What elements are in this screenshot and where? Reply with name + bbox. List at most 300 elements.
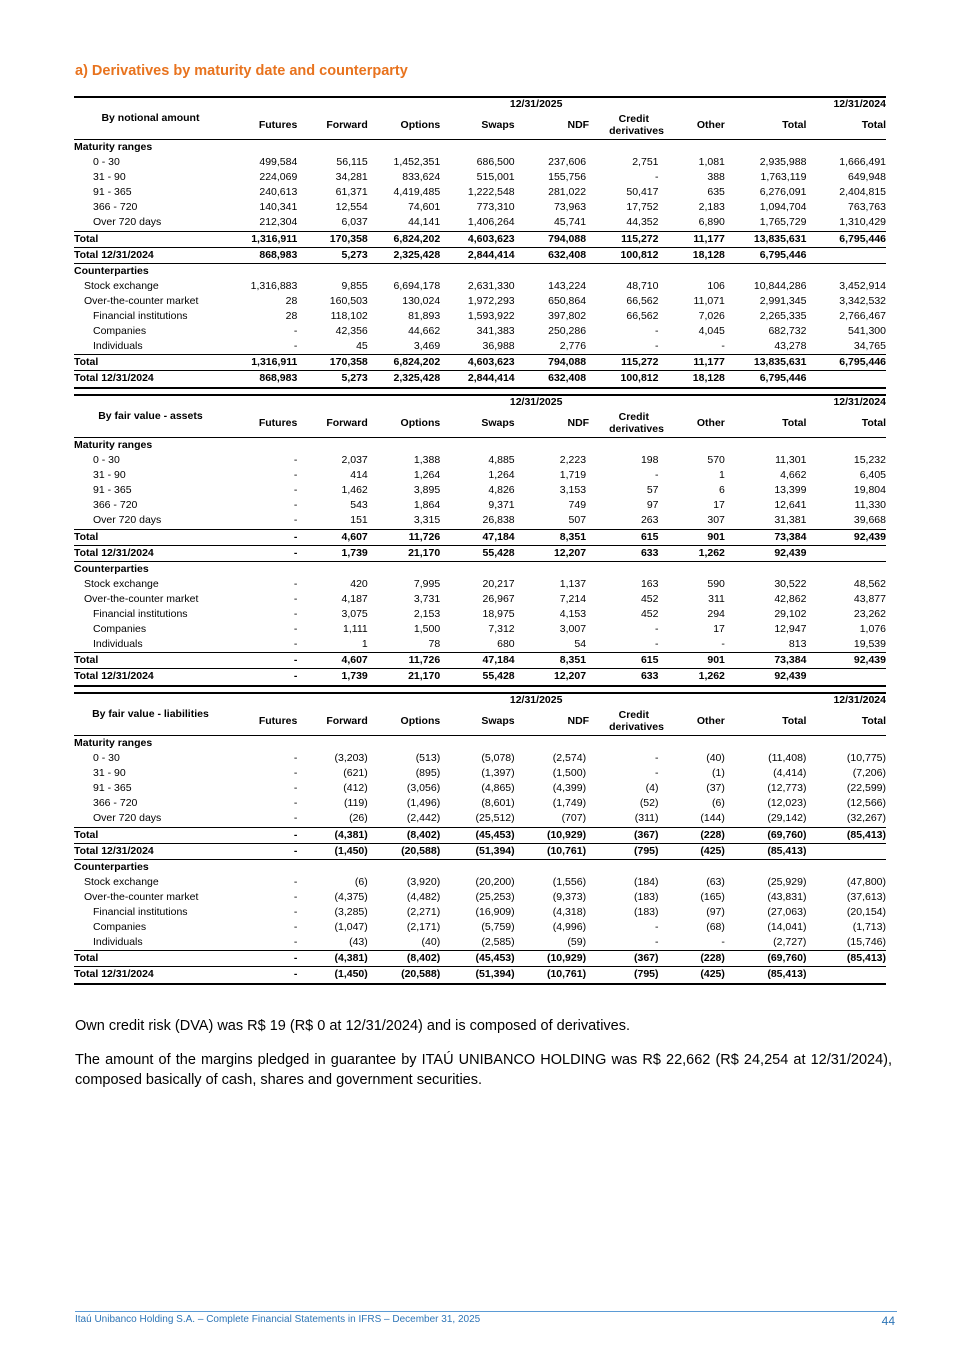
cell-value: 50,417 <box>626 186 659 199</box>
cell-value: - <box>293 797 298 810</box>
cell-value <box>589 736 658 752</box>
cell-value: (20,588) <box>368 843 440 859</box>
table-row <box>74 905 886 920</box>
cell-value: (85,413) <box>725 967 807 984</box>
cell-value: 143,224 <box>548 279 587 292</box>
cell-value: 1,111 <box>343 623 368 636</box>
row-label: 0 - 30 <box>93 156 120 169</box>
cell-value: - <box>293 921 298 934</box>
cell-value: (5,759) <box>481 921 515 934</box>
cell-value: - <box>655 921 659 934</box>
cell-value <box>725 438 807 454</box>
cell-value: (69,760) <box>725 951 807 967</box>
cell-value: (4,375) <box>334 890 368 903</box>
table-row <box>74 513 886 529</box>
column-header: Other <box>659 409 725 438</box>
cell-value: 590 <box>707 577 725 590</box>
cell-value <box>297 561 367 577</box>
cell-value: (4,482) <box>406 890 441 903</box>
row-label: Over-the-counter market <box>84 294 199 307</box>
cell-value <box>227 561 297 577</box>
table-row <box>74 498 886 513</box>
table-row <box>74 622 886 637</box>
cell-value: 11,071 <box>693 294 725 307</box>
cell-value <box>368 438 440 454</box>
cell-value: 11,726 <box>368 529 440 545</box>
cell-value: (1,450) <box>297 967 367 984</box>
cell-value: - <box>293 623 298 636</box>
date-current: 12/31/2025 <box>227 693 807 707</box>
cell-value: 44,352 <box>626 216 659 229</box>
column-header: Forward <box>297 111 367 140</box>
table-row <box>74 545 886 561</box>
cell-value: 13,399 <box>774 484 807 497</box>
table-row <box>74 796 886 811</box>
cell-value: 901 <box>659 653 725 669</box>
cell-value: 2,766,467 <box>839 310 886 323</box>
cell-value: 92,439 <box>725 669 807 686</box>
cell-value <box>368 859 440 875</box>
column-header: Options <box>368 111 440 140</box>
cell-value: (184) <box>633 875 659 888</box>
cell-value: (29,142) <box>767 812 807 825</box>
date-prior: 12/31/2024 <box>806 395 886 409</box>
cell-value: 2,037 <box>341 454 368 467</box>
table-row <box>74 967 886 984</box>
cell-value: - <box>293 454 298 467</box>
date-prior: 12/31/2024 <box>806 97 886 111</box>
cell-value <box>659 438 725 454</box>
cell-value: 1,310,429 <box>839 216 886 229</box>
cell-value: 1,094,704 <box>759 201 807 214</box>
cell-value: 155,756 <box>548 171 587 184</box>
cell-value <box>806 669 886 686</box>
cell-value: 47,184 <box>440 653 514 669</box>
cell-value: 73,963 <box>553 201 587 214</box>
date-current: 12/31/2025 <box>227 97 807 111</box>
cell-value: 1,264 <box>413 469 441 482</box>
cell-value: (20,200) <box>475 875 515 888</box>
cell-value: (412) <box>343 782 368 795</box>
cell-value: 868,983 <box>227 247 297 263</box>
cell-value: (12,023) <box>767 797 807 810</box>
cell-value: - <box>293 484 298 497</box>
row-label: 31 - 90 <box>93 171 126 184</box>
cell-value: 10,844,286 <box>753 279 807 292</box>
cell-value: 682,732 <box>768 325 807 338</box>
cell-value: 1,262 <box>659 545 725 561</box>
cell-value: (5,078) <box>481 752 515 765</box>
cell-value: 106 <box>707 279 725 292</box>
cell-value: 4,045 <box>698 325 725 338</box>
cell-value: 11,301 <box>775 454 807 467</box>
cell-value: 26,838 <box>482 514 515 527</box>
cell-value: (51,394) <box>440 967 514 984</box>
cell-value: 97 <box>646 499 659 512</box>
cell-value: 1 <box>719 469 725 482</box>
cell-value: 11,177 <box>659 231 725 247</box>
cell-value: (37,613) <box>846 890 886 903</box>
cell-value: (40) <box>421 936 441 949</box>
table-row <box>74 751 886 766</box>
cell-value: (15,746) <box>846 936 886 949</box>
table-row <box>74 438 886 454</box>
cell-value: (43,831) <box>767 890 807 903</box>
cell-value: 1,666,491 <box>839 156 886 169</box>
cell-value: - <box>721 638 725 651</box>
cell-value: (52) <box>639 797 659 810</box>
row-label: Total 12/31/2024 <box>74 967 227 984</box>
cell-value: (621) <box>343 767 368 780</box>
cell-value: (4,399) <box>552 782 587 795</box>
cell-value: 2,776 <box>559 340 587 353</box>
table-row <box>74 140 886 156</box>
cell-value: 4,153 <box>559 608 587 621</box>
cell-value: (367) <box>589 827 658 843</box>
cell-value: - <box>227 669 297 686</box>
table-row <box>74 324 886 339</box>
cell-value: 635 <box>707 186 725 199</box>
column-header: Total <box>806 111 886 140</box>
cell-value: (2,585) <box>481 936 515 949</box>
cell-value: - <box>227 529 297 545</box>
cell-value <box>725 859 807 875</box>
cell-value: 42,862 <box>774 592 807 605</box>
cell-value: 6,276,091 <box>759 186 807 199</box>
cell-value: 1,264 <box>488 469 515 482</box>
cell-value: 2,183 <box>698 201 725 214</box>
cell-value <box>806 967 886 984</box>
cell-value: - <box>293 514 298 527</box>
cell-value: 341,383 <box>476 325 515 338</box>
column-header: Swaps <box>440 409 514 438</box>
row-label: Total <box>74 653 227 669</box>
cell-value: (6) <box>354 875 368 888</box>
cell-value: (11,408) <box>768 752 807 765</box>
column-header: Total <box>806 707 886 736</box>
cell-value <box>725 140 807 156</box>
table-row <box>74 935 886 951</box>
cell-value: (63) <box>706 875 725 888</box>
table-row <box>74 607 886 622</box>
cell-value: 4,607 <box>297 653 367 669</box>
cell-value: (144) <box>700 812 725 825</box>
table-row <box>74 951 886 967</box>
cell-value: 170,358 <box>297 231 367 247</box>
cell-value: 74,601 <box>408 201 441 214</box>
cell-value: 414 <box>350 469 368 482</box>
cell-value: 311 <box>708 592 725 605</box>
cell-value: 13,835,631 <box>725 355 807 371</box>
cell-value: 237,606 <box>548 156 587 169</box>
cell-value: 4,419,485 <box>393 186 441 199</box>
cell-value: 7,026 <box>698 310 725 323</box>
cell-value: 115,272 <box>589 355 658 371</box>
column-header: Options <box>368 409 440 438</box>
cell-value: (4,381) <box>297 951 367 967</box>
cell-value: 680 <box>497 638 515 651</box>
cell-value: 1,222,548 <box>467 186 515 199</box>
cell-value: (4,318) <box>552 906 587 919</box>
cell-value: (3,056) <box>406 782 441 795</box>
cell-value: (1,496) <box>406 797 441 810</box>
cell-value: (795) <box>589 843 658 859</box>
cell-value: 1,739 <box>297 669 367 686</box>
cell-value: 73,384 <box>725 653 807 669</box>
cell-value: 61,371 <box>335 186 368 199</box>
cell-value: 28 <box>285 294 298 307</box>
cell-value: 615 <box>589 529 658 545</box>
cell-value <box>227 140 297 156</box>
cell-value: 20,217 <box>482 577 515 590</box>
row-label: Total <box>74 529 227 545</box>
cell-value: 2,325,428 <box>368 247 440 263</box>
cell-value: (4,865) <box>481 782 515 795</box>
cell-value: (119) <box>344 797 368 810</box>
cell-value: 633 <box>589 545 658 561</box>
cell-value: 3,075 <box>341 608 368 621</box>
cell-value: (513) <box>415 752 441 765</box>
cell-value: 12,207 <box>515 545 589 561</box>
row-label: Over 720 days <box>93 514 162 527</box>
cell-value: 6,694,178 <box>393 279 441 292</box>
cell-value: (3,203) <box>334 752 368 765</box>
cell-value: 6,795,446 <box>806 355 886 371</box>
cell-value <box>227 736 297 752</box>
cell-value: (25,253) <box>475 890 515 903</box>
table-row <box>74 736 886 752</box>
cell-value: (47,800) <box>846 875 886 888</box>
cell-value: (3,920) <box>406 875 441 888</box>
cell-value: 615 <box>589 653 658 669</box>
cell-value: 42,356 <box>335 325 368 338</box>
table-row <box>74 279 886 294</box>
row-label: Financial institutions <box>93 310 188 323</box>
cell-value: 92,439 <box>806 653 886 669</box>
table-row <box>74 309 886 324</box>
cell-value: 3,469 <box>413 340 441 353</box>
column-header: Total <box>806 409 886 438</box>
cell-value: 515,001 <box>476 171 515 184</box>
cell-value: (10,929) <box>515 827 589 843</box>
cell-value: 1,765,729 <box>759 216 807 229</box>
cell-value: 8,351 <box>515 653 589 669</box>
cell-value: - <box>293 812 298 825</box>
cell-value: 224,069 <box>259 171 298 184</box>
cell-value: - <box>655 936 659 949</box>
cell-value: (1,397) <box>481 767 515 780</box>
cell-value: 2,223 <box>559 454 587 467</box>
date-current: 12/31/2025 <box>227 395 807 409</box>
cell-value: 240,613 <box>259 186 298 199</box>
row-label: Total 12/31/2024 <box>74 371 227 388</box>
cell-value: - <box>227 653 297 669</box>
column-header: Credit derivatives <box>589 707 658 736</box>
cell-value <box>725 561 807 577</box>
cell-value: 23,262 <box>853 608 886 621</box>
cell-value: 11,726 <box>368 653 440 669</box>
cell-value <box>368 736 440 752</box>
cell-value: 39,668 <box>853 514 886 527</box>
cell-value: (1) <box>712 767 725 780</box>
cell-value: 452 <box>640 592 659 605</box>
row-label: Total 12/31/2024 <box>74 843 227 859</box>
cell-value: 21,170 <box>368 669 440 686</box>
cell-value: 47,184 <box>440 529 514 545</box>
cell-value: 140,341 <box>259 201 298 214</box>
cell-value: 541,300 <box>848 325 886 338</box>
table-title: By fair value - assets <box>74 395 227 438</box>
cell-value: 7,995 <box>413 577 441 590</box>
row-label: Over 720 days <box>93 216 162 229</box>
cell-value: 633 <box>589 669 658 686</box>
cell-value: 6,824,202 <box>368 231 440 247</box>
cell-value: 34,281 <box>335 171 368 184</box>
cell-value <box>725 263 807 279</box>
cell-value: - <box>721 340 725 353</box>
table-row <box>74 483 886 498</box>
row-label: Maturity ranges <box>74 439 153 451</box>
cell-value: 160,503 <box>329 294 368 307</box>
cell-value: 2,325,428 <box>368 371 440 388</box>
row-label: Total 12/31/2024 <box>74 669 227 686</box>
cell-value: 17 <box>713 499 725 512</box>
cell-value <box>725 736 807 752</box>
cell-value <box>659 263 725 279</box>
cell-value: (45,453) <box>440 827 514 843</box>
cell-value <box>806 736 886 752</box>
dva-paragraph: Own credit risk (DVA) was R$ 19 (R$ 0 at 12/31/2024) and is composed of derivatives. <box>75 1018 631 1034</box>
cell-value: 1,593,922 <box>467 310 515 323</box>
cell-value: (1,047) <box>334 921 368 934</box>
cell-value: 3,342,532 <box>839 294 886 307</box>
column-header: Swaps <box>440 111 514 140</box>
cell-value: 170,358 <box>297 355 367 371</box>
cell-value: (228) <box>659 951 725 967</box>
cell-value <box>659 736 725 752</box>
cell-value: - <box>293 577 298 590</box>
cell-value: (367) <box>589 951 658 967</box>
table-row <box>74 371 886 388</box>
cell-value <box>297 438 367 454</box>
cell-value <box>659 561 725 577</box>
cell-value: - <box>227 951 297 967</box>
cell-value: 5,273 <box>297 247 367 263</box>
row-label: 31 - 90 <box>93 469 126 482</box>
row-label: Over-the-counter market <box>84 890 199 903</box>
cell-value <box>297 859 367 875</box>
cell-value: 1,406,264 <box>467 216 515 229</box>
cell-value: (8,402) <box>368 827 440 843</box>
table-row <box>74 215 886 231</box>
cell-value: (1,556) <box>552 875 587 888</box>
date-prior: 12/31/2024 <box>806 693 886 707</box>
cell-value: 632,408 <box>515 247 589 263</box>
cell-value <box>227 263 297 279</box>
cell-value: 388 <box>707 171 725 184</box>
cell-value: - <box>227 967 297 984</box>
cell-value: 2,991,345 <box>759 294 807 307</box>
cell-value: 1,452,351 <box>393 156 441 169</box>
cell-value: 44,662 <box>408 325 441 338</box>
table-row <box>74 247 886 263</box>
row-label: Companies <box>93 921 147 934</box>
cell-value: (425) <box>659 843 725 859</box>
cell-value: 26,967 <box>482 592 515 605</box>
cell-value <box>806 140 886 156</box>
cell-value: 1,316,883 <box>250 279 298 292</box>
cell-value: 2,404,815 <box>839 186 886 199</box>
cell-value: (10,761) <box>515 843 589 859</box>
cell-value: - <box>293 608 298 621</box>
cell-value: 4,603,623 <box>440 231 514 247</box>
cell-value: 18,128 <box>659 371 725 388</box>
table-row <box>74 231 886 247</box>
column-header: Forward <box>297 707 367 736</box>
cell-value: 650,864 <box>548 294 587 307</box>
footer-divider <box>75 1311 897 1312</box>
cell-value: 48,562 <box>853 577 886 590</box>
cell-value: (2,727) <box>773 936 807 949</box>
cell-value: 43,278 <box>774 340 807 353</box>
cell-value: (37) <box>706 782 725 795</box>
cell-value: 21,170 <box>368 545 440 561</box>
row-label: Total 12/31/2024 <box>74 545 227 561</box>
cell-value <box>440 859 514 875</box>
cell-value: (2,171) <box>406 921 441 934</box>
column-header: Options <box>368 707 440 736</box>
row-label: Financial institutions <box>93 608 188 621</box>
cell-value <box>440 263 514 279</box>
cell-value: (2,271) <box>406 906 441 919</box>
row-label: Maturity ranges <box>74 737 153 749</box>
table-row <box>74 875 886 890</box>
cell-value: - <box>655 767 659 780</box>
table-row <box>74 811 886 827</box>
table-row <box>74 843 886 859</box>
cell-value: 45 <box>356 340 368 353</box>
table-title: By fair value - liabilities <box>74 693 227 736</box>
table-row <box>74 920 886 935</box>
cell-value: 3,452,914 <box>839 279 886 292</box>
cell-value: 1,316,911 <box>227 355 297 371</box>
cell-value: 6,795,446 <box>725 371 807 388</box>
cell-value: 55,428 <box>440 545 514 561</box>
cell-value: 54 <box>574 638 587 651</box>
table-row <box>74 339 886 355</box>
cell-value <box>806 247 886 263</box>
cell-value: 307 <box>707 514 725 527</box>
row-label: Stock exchange <box>84 577 159 590</box>
footer-text: Itaú Unibanco Holding S.A. – Complete Financial Statements in IFRS – December 31, 2025 <box>75 1314 481 1325</box>
cell-value: 1,076 <box>859 623 886 636</box>
cell-value: 55,428 <box>440 669 514 686</box>
cell-value <box>297 736 367 752</box>
section-heading: a) Derivatives by maturity date and counterparty <box>75 63 408 79</box>
cell-value: 507 <box>568 514 587 527</box>
cell-value: (20,588) <box>368 967 440 984</box>
cell-value: - <box>655 325 659 338</box>
cell-value: - <box>293 638 298 651</box>
cell-value: 250,286 <box>548 325 587 338</box>
cell-value: 7,312 <box>488 623 515 636</box>
cell-value: 2,751 <box>632 156 659 169</box>
table-row <box>74 185 886 200</box>
cell-value <box>806 545 886 561</box>
row-label: 0 - 30 <box>93 454 120 467</box>
cell-value: 6,890 <box>698 216 725 229</box>
cell-value: 4,662 <box>780 469 807 482</box>
